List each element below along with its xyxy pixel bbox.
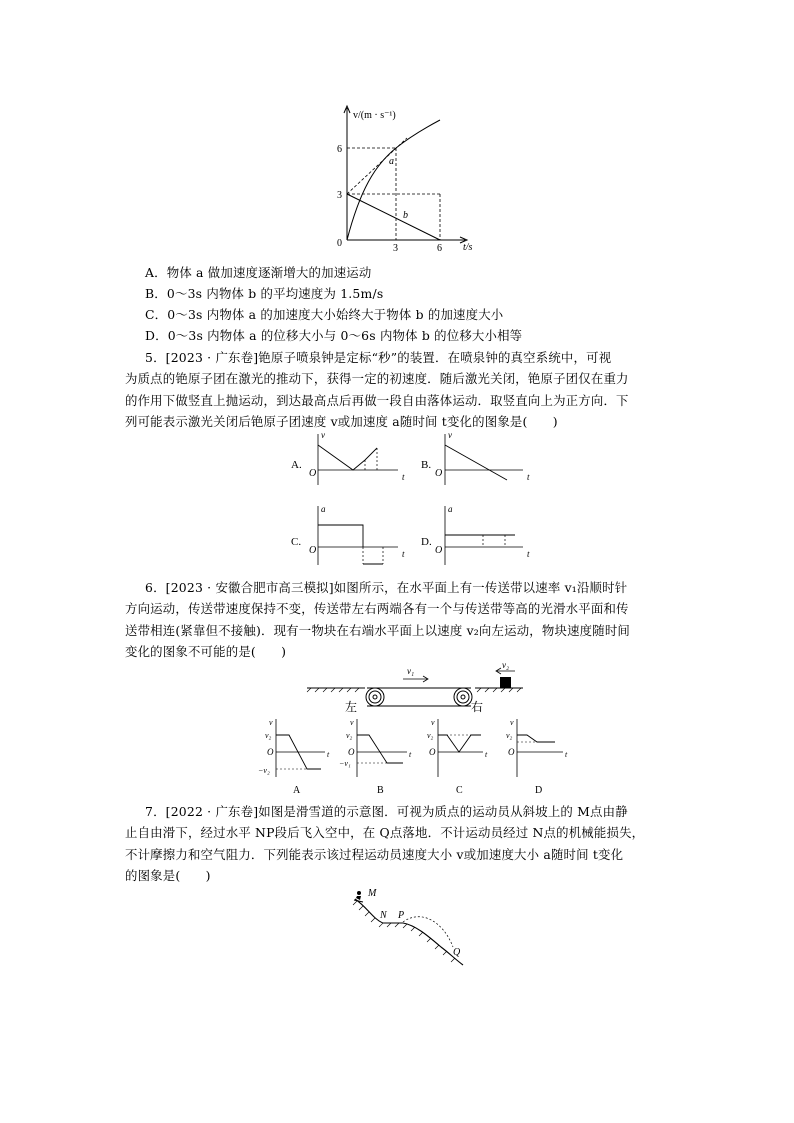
x-axis-label: t [527,549,530,559]
q6-option-d-graph [506,718,568,796]
origin-label: O [348,747,355,757]
question-7-text [145,801,628,823]
y-axis-label: v [431,718,435,727]
curve-a [347,120,440,240]
y-axis-label: v [269,718,273,727]
point-m: M [368,888,377,899]
q5-option-d-graph [421,504,530,565]
q6-option-d-label: D [535,785,543,796]
x-axis-label: t [527,472,530,482]
origin-label: O [429,747,436,757]
q5-graphs [285,430,535,570]
curve-a-label: a [389,156,394,167]
question-5-text-cont [125,368,629,433]
curve-b-label: b [403,210,408,221]
conveyor-belt-diagram [305,660,525,710]
ski-slope-diagram [345,885,470,970]
question-6-text [145,577,627,599]
q6-option-c-graph [427,718,488,796]
y-axis-label: v/(m · s⁻¹) [353,110,396,121]
q5-line-3: 的作用下做竖直上抛运动，到达最高点后再做一段自由落体运动．取竖直向上为正方向．下 [125,392,629,408]
right-roller [454,688,472,706]
vt-graph-q4 [315,100,490,252]
q5-line-2: 为质点的铯原子团在激光的推动下，获得一定的初速度．随后激光关闭，铯原子团仅在重力 [125,371,629,386]
q7-line-1: 7．[2022 · 广东卷]如图是滑雪道的示意图．可视为质点的运动员从斜坡上的 M点由静 [145,804,628,819]
point-p: P [398,910,405,921]
q5-option-a-graph [291,430,405,485]
point-n: N [380,910,387,921]
y-axis-label: a [321,504,326,514]
question-5-text [145,347,611,369]
q4-option-c: C．0～3s 内物体 a 的加速度大小始终大于物体 b 的加速度大小 [145,307,504,322]
v2-tick: v₂ [265,731,272,740]
y-tick-6: 6 [337,144,342,155]
y-axis-label: a [448,504,453,514]
line-b [347,194,440,240]
y-tick-3: 3 [337,190,342,201]
q6-option-a-label: A [293,785,301,796]
x-tick-6: 6 [437,243,442,252]
q6-graphs [255,715,575,800]
x-axis-label: t [327,750,330,759]
x-axis-label: t [485,750,488,759]
origin-label: O [309,468,317,479]
y-axis-label: v [448,430,452,440]
q6-option-b-graph [339,718,412,796]
q7-line-3: 不计摩擦力和空气阻力．下列能表示该过程运动员速度大小 v或加速度大小 a随时间 t变化 [125,846,624,862]
origin-label: O [267,747,274,757]
y-axis-label: v [350,718,354,727]
q6-line-2: 方向运动，传送带速度保持不变，传送带左右两端各有一个与传送带等高的光滑水平面和传 [125,601,629,616]
question-7-text-cont [125,822,644,887]
minus-v2-tick: −v₂ [258,766,270,775]
q5-option-b-label: B. [421,459,432,471]
q5-option-c-label: C. [291,536,302,548]
q7-line-4: 的图象是( ) [125,868,211,883]
left-roller [366,688,384,706]
q5-option-c-graph [291,504,405,565]
q5-line-1: 5．[2023 · 广东卷]铯原子喷泉钟是定标“秒”的装置．在喷泉钟的真空系统中，可视 [145,350,612,365]
q5-option-a-label: A. [291,459,302,471]
q6-line-4: 变化的图象不可能的是( ) [125,644,287,659]
q5-line-4: 列可能表示激光关闭后铯原子团速度 v或加速度 a随时间 t变化的图象是( ) [125,414,558,429]
q5-option-d-label: D. [421,536,432,548]
origin-label: 0 [337,238,342,249]
q7-line-2: 止自由滑下，经过水平 NP段后飞入空中，在 Q点落地．不计运动员经过 N点的机械能损失， [125,825,645,840]
x-axis-label: t [402,472,405,482]
x-axis-label: t [409,750,412,759]
y-axis-label: v [510,718,514,727]
y-axis-label: v [321,430,325,440]
q6-option-b-label: B [377,785,384,796]
minus-v1-tick: −v₁ [339,759,351,768]
slope-surface [355,899,463,965]
origin-label: O [309,545,317,556]
v2-tick: v₂ [427,731,434,740]
origin-label: O [435,545,443,556]
right-label: 右 [471,700,484,714]
v2-tick: v₂ [346,731,353,740]
x-axis-label: t/s [463,242,473,252]
question-6-text-cont [125,598,630,663]
left-label: 左 [345,700,358,714]
q6-option-a-graph [258,718,330,796]
x-tick-3: 3 [393,243,398,252]
flight-path [403,917,453,947]
q4-option-a: A．物体 a 做加速度逐渐增大的加速运动 [145,265,372,280]
q4-option-d: D．0～3s 内物体 a 的位移大小与 0～6s 内物体 b 的位移大小相等 [145,328,523,343]
q6-option-c-label: C [456,785,463,796]
v1-label: v₁ [407,666,415,676]
v2-label: v₂ [502,660,510,670]
v2-tick: v₂ [506,731,513,740]
origin-label: O [435,468,443,479]
x-axis-label: t [565,750,568,759]
q6-line-3: 送带相连(紧靠但不接触)．现有一物块在右端水平面上以速度 v₂向左运动，物块速度随时间 [125,622,631,638]
q5-option-b-graph [421,430,530,485]
q4-option-b: B．0～3s 内物体 b 的平均速度为 1.5m/s [145,286,384,301]
origin-label: O [508,747,515,757]
x-axis-label: t [402,549,405,559]
skier-icon [354,891,363,902]
q6-line-1: 6．[2023 · 安徽合肥市高三模拟]如图所示，在水平面上有一传送带以速率 v₁沿顺时针 [145,580,628,595]
point-q: Q [453,947,461,958]
block [500,677,511,688]
